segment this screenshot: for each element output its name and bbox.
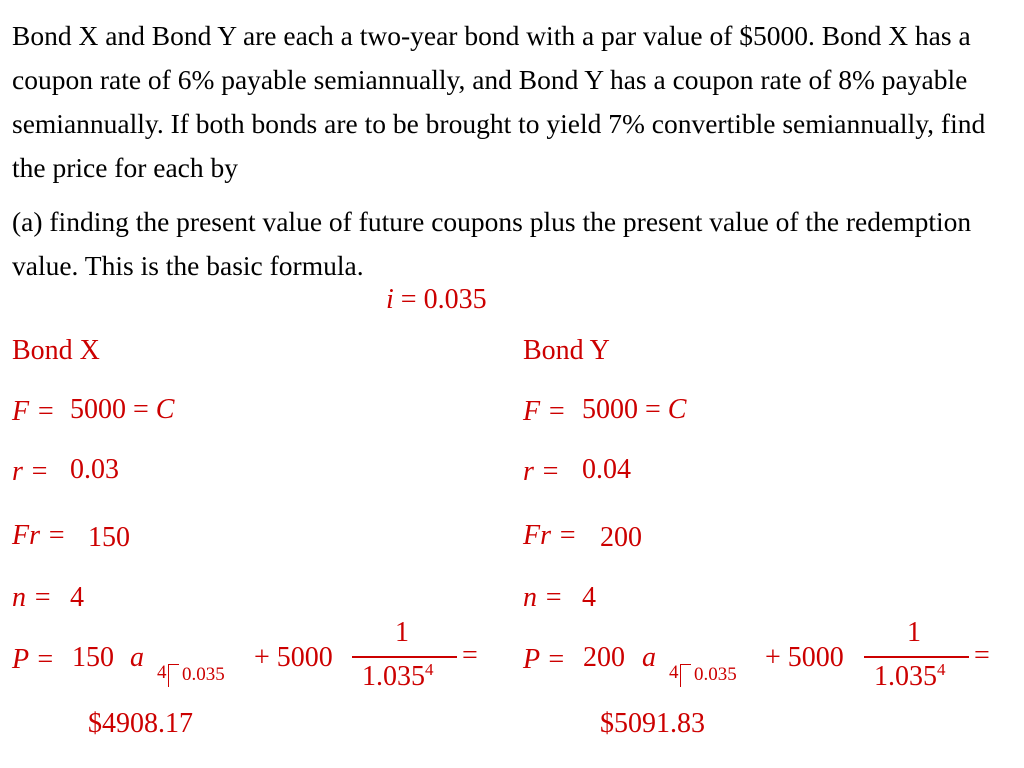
bond-x-denominator-base: 1.035 bbox=[362, 661, 425, 692]
bond-x-title: Bond X bbox=[12, 335, 100, 366]
bond-y-r-value: 0.04 bbox=[582, 454, 631, 485]
bond-y-P-label: P = bbox=[523, 644, 566, 675]
bond-y-r-label: r = bbox=[523, 456, 560, 487]
rate-equals: = bbox=[393, 284, 424, 315]
problem-statement: Bond X and Bond Y are each a two-year bond with a par value of $5000. Bond X has a coupon rate of 6% payable semiannually, and Bond Y has a coupon rate of 8% payable semiannually. If both bonds are to be brought to yield 7% convertible semiannually, find the price for each by bbox=[12, 20, 986, 183]
bond-x-C-symbol: C bbox=[155, 394, 175, 425]
rate-line bbox=[386, 284, 487, 316]
bond-y-exponent: 4 bbox=[937, 660, 946, 679]
bond-y-fraction-bar bbox=[864, 656, 969, 658]
bond-x-angle-bracket bbox=[168, 664, 179, 687]
bond-x-fraction-bar bbox=[352, 656, 457, 658]
bond-y-result: $5091.83 bbox=[600, 708, 705, 739]
bond-x-numerator: 1 bbox=[395, 617, 409, 648]
bond-x-r-label: r = bbox=[12, 456, 49, 487]
bond-y-n-label: n = bbox=[523, 582, 563, 613]
bond-y-angle-bracket bbox=[680, 664, 691, 687]
bond-y-Fr-value: 200 bbox=[600, 522, 642, 553]
part-a-statement: (a) finding the present value of future coupons plus the present value of the redemption value. This is the basic formula. bbox=[12, 206, 972, 281]
bond-y-numerator: 1 bbox=[907, 617, 921, 648]
bond-y-i-subscript: 0.035 bbox=[694, 664, 737, 685]
bond-x-n-subscript: 4 bbox=[157, 662, 167, 683]
bond-y-n-subscript: 4 bbox=[669, 662, 679, 683]
bond-y-plus-redemption: + 5000 bbox=[765, 642, 844, 673]
bond-x-i-subscript: 0.035 bbox=[182, 664, 225, 685]
bond-x-P-label: P = bbox=[12, 644, 55, 675]
rate-value: 0.035 bbox=[423, 284, 487, 315]
bond-x-Fr-value: 150 bbox=[88, 522, 130, 553]
bond-x-F-value bbox=[70, 394, 174, 426]
bond-y-denominator bbox=[874, 660, 946, 693]
bond-x-exponent: 4 bbox=[425, 660, 434, 679]
bond-y-F-value bbox=[582, 394, 686, 426]
bond-x-n-label: n = bbox=[12, 582, 52, 613]
bond-y-Fr-label: Fr = bbox=[523, 520, 577, 551]
bond-x-plus-redemption: + 5000 bbox=[254, 642, 333, 673]
bond-y-F-label: F = bbox=[523, 396, 566, 427]
bond-y-annuity-symbol: a bbox=[642, 642, 656, 673]
bond-y-P-coeff: 200 bbox=[583, 642, 625, 673]
bond-x-Fr-label: Fr = bbox=[12, 520, 66, 551]
bond-y-title: Bond Y bbox=[523, 335, 610, 366]
bond-y-F-number: 5000 = bbox=[582, 394, 668, 425]
bond-y-C-symbol: C bbox=[667, 394, 687, 425]
bond-x-equals: = bbox=[462, 640, 478, 671]
bond-y-denominator-base: 1.035 bbox=[874, 661, 937, 692]
rate-symbol: i bbox=[386, 284, 394, 315]
bond-x-r-value: 0.03 bbox=[70, 454, 119, 485]
bond-y-equals: = bbox=[974, 640, 990, 671]
bond-x-n-value: 4 bbox=[70, 582, 84, 613]
bond-x-F-label: F = bbox=[12, 396, 55, 427]
bond-x-result: $4908.17 bbox=[88, 708, 193, 739]
bond-x-F-number: 5000 = bbox=[70, 394, 156, 425]
bond-x-P-coeff: 150 bbox=[72, 642, 114, 673]
bond-x-denominator bbox=[362, 660, 434, 693]
bond-x-annuity-symbol: a bbox=[130, 642, 144, 673]
bond-y-n-value: 4 bbox=[582, 582, 596, 613]
